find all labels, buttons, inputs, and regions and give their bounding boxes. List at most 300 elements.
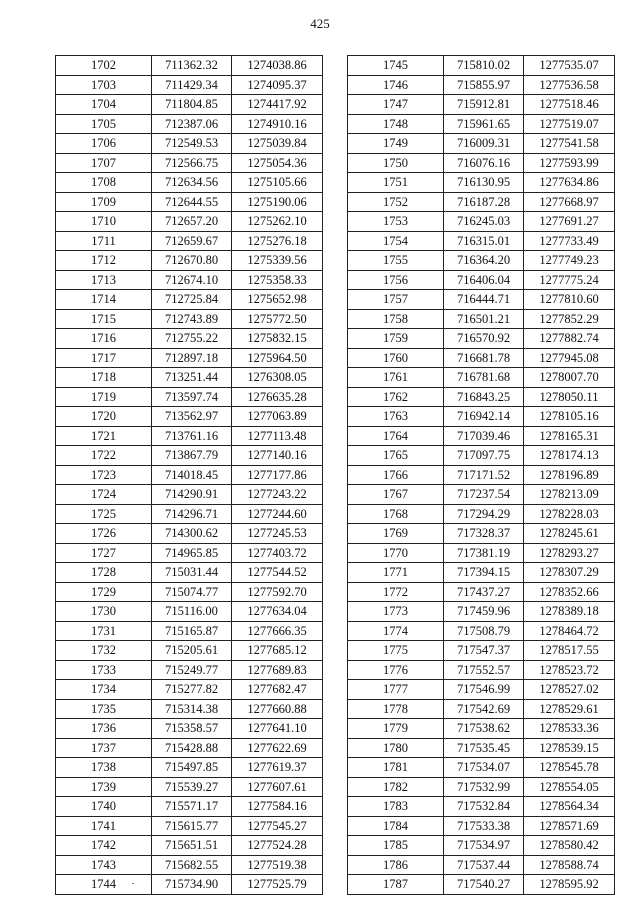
x-coordinate-cell: 714300.62 [152,524,232,544]
y-coordinate-cell: 1277544.52 [232,563,323,583]
x-coordinate-cell: 713597.74 [152,387,232,407]
point-number-cell: 1727 [56,543,152,563]
table-row [56,836,323,856]
table-row [348,719,615,739]
point-number-cell: 1720 [56,407,152,427]
table-row [348,329,615,349]
point-number-cell: 1754 [348,231,444,251]
point-number-cell: 1740 [56,797,152,817]
x-coordinate-cell: 717328.37 [444,524,524,544]
table-row [348,173,615,193]
point-number-cell: 1714 [56,290,152,310]
table-row [348,504,615,524]
table-row [56,75,323,95]
table-row [348,855,615,875]
x-coordinate-cell: 711804.85 [152,95,232,115]
y-coordinate-cell: 1275832.15 [232,329,323,349]
point-number-cell: 1782 [348,777,444,797]
coordinates-table-right [347,55,615,895]
x-coordinate-cell: 717534.97 [444,836,524,856]
x-coordinate-cell: 716501.21 [444,309,524,329]
table-row [56,134,323,154]
x-coordinate-cell: 715734.90 [152,875,232,895]
x-coordinate-cell: 715539.27 [152,777,232,797]
x-coordinate-cell: 716942.14 [444,407,524,427]
y-coordinate-cell: 1277244.60 [232,504,323,524]
x-coordinate-cell: 714018.45 [152,465,232,485]
y-coordinate-cell: 1275262.10 [232,212,323,232]
point-number-cell: 1750 [348,153,444,173]
point-number-cell: 1749 [348,134,444,154]
point-number-cell: 1715 [56,309,152,329]
point-number-cell: 1712 [56,251,152,271]
y-coordinate-cell: 1278245.61 [524,524,615,544]
point-number-cell: 1775 [348,641,444,661]
x-coordinate-cell: 712897.18 [152,348,232,368]
y-coordinate-cell: 1276635.28 [232,387,323,407]
y-coordinate-cell: 1277525.79 [232,875,323,895]
point-number-cell: 1747 [348,95,444,115]
table-row [348,524,615,544]
point-number-cell: 1743 [56,855,152,875]
point-number-cell: 1746 [348,75,444,95]
x-coordinate-cell: 713251.44 [152,368,232,388]
x-coordinate-cell: 715615.77 [152,816,232,836]
y-coordinate-cell: 1277668.97 [524,192,615,212]
table-row [56,738,323,758]
table-row [56,114,323,134]
x-coordinate-cell: 715810.02 [444,56,524,76]
x-coordinate-cell: 716681.78 [444,348,524,368]
x-coordinate-cell: 713867.79 [152,446,232,466]
point-number-cell: 1763 [348,407,444,427]
y-coordinate-cell: 1277641.10 [232,719,323,739]
table-row [348,699,615,719]
x-coordinate-cell: 715961.65 [444,114,524,134]
point-number-cell: 1780 [348,738,444,758]
y-coordinate-cell: 1278571.69 [524,816,615,836]
x-coordinate-cell: 712644.55 [152,192,232,212]
point-number-cell: 1762 [348,387,444,407]
y-coordinate-cell: 1277666.35 [232,621,323,641]
y-coordinate-cell: 1274095.37 [232,75,323,95]
point-number-cell: 1731 [56,621,152,641]
x-coordinate-cell: 716187.28 [444,192,524,212]
x-coordinate-cell: 715682.55 [152,855,232,875]
x-coordinate-cell: 715116.00 [152,602,232,622]
table-row [348,875,615,895]
table-row [56,309,323,329]
y-coordinate-cell: 1278588.74 [524,855,615,875]
y-coordinate-cell: 1275652.98 [232,290,323,310]
y-coordinate-cell: 1277775.24 [524,270,615,290]
coordinates-table-left [55,55,323,895]
x-coordinate-cell: 712674.10 [152,270,232,290]
x-coordinate-cell: 717546.99 [444,680,524,700]
table-row [56,504,323,524]
y-coordinate-cell: 1277243.22 [232,485,323,505]
y-coordinate-cell: 1278165.31 [524,426,615,446]
table-row [56,816,323,836]
point-number-cell: 1710 [56,212,152,232]
table-row [348,153,615,173]
x-coordinate-cell: 716781.68 [444,368,524,388]
x-coordinate-cell: 716076.16 [444,153,524,173]
table-row [348,777,615,797]
y-coordinate-cell: 1277945.08 [524,348,615,368]
y-coordinate-cell: 1275276.18 [232,231,323,251]
y-coordinate-cell: 1278213.09 [524,485,615,505]
point-number-cell: 1724 [56,485,152,505]
table-row [56,641,323,661]
y-coordinate-cell: 1278527.02 [524,680,615,700]
table-row [56,329,323,349]
y-coordinate-cell: 1278228.03 [524,504,615,524]
point-number-cell: 1730 [56,602,152,622]
table-row [56,387,323,407]
x-coordinate-cell: 717533.38 [444,816,524,836]
x-coordinate-cell: 717542.69 [444,699,524,719]
x-coordinate-cell: 715855.97 [444,75,524,95]
table-row [348,212,615,232]
y-coordinate-cell: 1278529.61 [524,699,615,719]
x-coordinate-cell: 712549.53 [152,134,232,154]
y-coordinate-cell: 1278007.70 [524,368,615,388]
point-number-cell: 1751 [348,173,444,193]
table-row [348,134,615,154]
y-coordinate-cell: 1274038.86 [232,56,323,76]
point-number-cell: 1783 [348,797,444,817]
y-coordinate-cell: 1275772.50 [232,309,323,329]
table-row [348,543,615,563]
table-row [56,660,323,680]
y-coordinate-cell: 1275105.66 [232,173,323,193]
point-number-cell: 1729 [56,582,152,602]
page-number: 425 [310,16,330,31]
point-number-cell: 1718 [56,368,152,388]
x-coordinate-cell: 717540.27 [444,875,524,895]
y-coordinate-cell: 1277682.47 [232,680,323,700]
point-number-cell: 1776 [348,660,444,680]
point-number-cell: 1772 [348,582,444,602]
point-number-cell: 1769 [348,524,444,544]
table-row [348,348,615,368]
table-row [56,95,323,115]
y-coordinate-cell: 1277403.72 [232,543,323,563]
table-row [348,368,615,388]
y-coordinate-cell: 1275339.56 [232,251,323,271]
x-coordinate-cell: 711362.32 [152,56,232,76]
x-coordinate-cell: 715428.88 [152,738,232,758]
y-coordinate-cell: 1275358.33 [232,270,323,290]
table-row [56,797,323,817]
point-number-cell: 1733 [56,660,152,680]
point-number-cell: 1779 [348,719,444,739]
x-coordinate-cell: 716245.03 [444,212,524,232]
table-row [56,543,323,563]
y-coordinate-cell: 1277518.46 [524,95,615,115]
table-row [56,368,323,388]
table-row [56,485,323,505]
y-coordinate-cell: 1274417.92 [232,95,323,115]
table-row [348,56,615,76]
x-coordinate-cell: 717171.52 [444,465,524,485]
x-coordinate-cell: 717437.27 [444,582,524,602]
y-coordinate-cell: 1277634.04 [232,602,323,622]
x-coordinate-cell: 717534.07 [444,758,524,778]
table-row [348,95,615,115]
point-number-cell: 1768 [348,504,444,524]
y-coordinate-cell: 1277593.99 [524,153,615,173]
table-row [348,290,615,310]
y-coordinate-cell: 1277882.74 [524,329,615,349]
x-coordinate-cell: 717381.19 [444,543,524,563]
table-row [56,621,323,641]
y-coordinate-cell: 1275054.36 [232,153,323,173]
x-coordinate-cell: 712657.20 [152,212,232,232]
y-coordinate-cell: 1277689.83 [232,660,323,680]
point-number-cell: 1728 [56,563,152,583]
point-number-cell: 1711 [56,231,152,251]
x-coordinate-cell: 715205.61 [152,641,232,661]
x-coordinate-cell: 716364.20 [444,251,524,271]
point-number-cell: 1744 [56,875,152,895]
table-row [348,231,615,251]
x-coordinate-cell: 716843.25 [444,387,524,407]
y-coordinate-cell: 1275964.50 [232,348,323,368]
point-number-cell: 1753 [348,212,444,232]
point-number-cell: 1704 [56,95,152,115]
x-coordinate-cell: 716444.71 [444,290,524,310]
x-coordinate-cell: 714965.85 [152,543,232,563]
table-row [56,563,323,583]
table-row [56,290,323,310]
table-row [348,270,615,290]
point-number-cell: 1752 [348,192,444,212]
point-number-cell: 1770 [348,543,444,563]
table-row [348,660,615,680]
table-row [56,212,323,232]
table-row [56,270,323,290]
y-coordinate-cell: 1274910.16 [232,114,323,134]
y-coordinate-cell: 1275190.06 [232,192,323,212]
point-number-cell: 1742 [56,836,152,856]
table-row [56,602,323,622]
y-coordinate-cell: 1277177.86 [232,465,323,485]
y-coordinate-cell: 1277536.58 [524,75,615,95]
x-coordinate-cell: 712743.89 [152,309,232,329]
table-row [56,348,323,368]
table-row [348,738,615,758]
x-coordinate-cell: 716009.31 [444,134,524,154]
y-coordinate-cell: 1275039.84 [232,134,323,154]
x-coordinate-cell: 717097.75 [444,446,524,466]
table-row [56,855,323,875]
point-number-cell: 1705 [56,114,152,134]
x-coordinate-cell: 715497.85 [152,758,232,778]
point-number-cell: 1778 [348,699,444,719]
y-coordinate-cell: 1277535.07 [524,56,615,76]
x-coordinate-cell: 712755.22 [152,329,232,349]
x-coordinate-cell: 715277.82 [152,680,232,700]
y-coordinate-cell: 1278307.29 [524,563,615,583]
point-number-cell: 1702 [56,56,152,76]
y-coordinate-cell: 1278196.89 [524,465,615,485]
table-row [56,426,323,446]
y-coordinate-cell: 1278595.92 [524,875,615,895]
point-number-cell: 1745 [348,56,444,76]
point-number-cell: 1737 [56,738,152,758]
y-coordinate-cell: 1278464.72 [524,621,615,641]
x-coordinate-cell: 717532.84 [444,797,524,817]
point-number-cell: 1765 [348,446,444,466]
table-row [56,777,323,797]
x-coordinate-cell: 717552.57 [444,660,524,680]
table-row [348,192,615,212]
table-row [56,758,323,778]
x-coordinate-cell: 717459.96 [444,602,524,622]
table-row [348,641,615,661]
x-coordinate-cell: 716315.01 [444,231,524,251]
table-row [56,465,323,485]
x-coordinate-cell: 717547.37 [444,641,524,661]
x-coordinate-cell: 712387.06 [152,114,232,134]
table-row [348,758,615,778]
y-coordinate-cell: 1277113.48 [232,426,323,446]
x-coordinate-cell: 717237.54 [444,485,524,505]
point-number-cell: 1748 [348,114,444,134]
point-number-cell: 1708 [56,173,152,193]
table-row [56,251,323,271]
y-coordinate-cell: 1277245.53 [232,524,323,544]
y-coordinate-cell: 1277622.69 [232,738,323,758]
x-coordinate-cell: 715912.81 [444,95,524,115]
x-coordinate-cell: 712725.84 [152,290,232,310]
table-row [56,582,323,602]
y-coordinate-cell: 1278564.34 [524,797,615,817]
table-row [56,699,323,719]
x-coordinate-cell: 712634.56 [152,173,232,193]
x-coordinate-cell: 717508.79 [444,621,524,641]
point-number-cell: 1726 [56,524,152,544]
x-coordinate-cell: 717538.62 [444,719,524,739]
table-row [348,816,615,836]
y-coordinate-cell: 1278580.42 [524,836,615,856]
point-number-cell: 1725 [56,504,152,524]
y-coordinate-cell: 1277140.16 [232,446,323,466]
y-coordinate-cell: 1278293.27 [524,543,615,563]
y-coordinate-cell: 1278539.15 [524,738,615,758]
table-row [56,153,323,173]
point-number-cell: 1706 [56,134,152,154]
point-number-cell: 1764 [348,426,444,446]
point-number-cell: 1736 [56,719,152,739]
y-coordinate-cell: 1277733.49 [524,231,615,251]
point-number-cell: 1713 [56,270,152,290]
x-coordinate-cell: 714290.91 [152,485,232,505]
table-row [56,680,323,700]
x-coordinate-cell: 717394.15 [444,563,524,583]
point-number-cell: 1760 [348,348,444,368]
table-row [56,524,323,544]
y-coordinate-cell: 1278352.66 [524,582,615,602]
point-number-cell: 1716 [56,329,152,349]
y-coordinate-cell: 1276308.05 [232,368,323,388]
table-row [56,56,323,76]
table-row [348,75,615,95]
point-number-cell: 1766 [348,465,444,485]
y-coordinate-cell: 1277541.58 [524,134,615,154]
table-row [56,173,323,193]
x-coordinate-cell: 717532.99 [444,777,524,797]
point-number-cell: 1703 [56,75,152,95]
table-row [348,426,615,446]
y-coordinate-cell: 1277660.88 [232,699,323,719]
y-coordinate-cell: 1277519.07 [524,114,615,134]
y-coordinate-cell: 1277852.29 [524,309,615,329]
table-row [348,114,615,134]
point-number-cell: 1761 [348,368,444,388]
y-coordinate-cell: 1278105.16 [524,407,615,427]
table-row [348,251,615,271]
table-row [348,621,615,641]
y-coordinate-cell: 1278545.78 [524,758,615,778]
table-row [348,309,615,329]
point-number-cell: 1759 [348,329,444,349]
point-number-cell: 1758 [348,309,444,329]
x-coordinate-cell: 713562.97 [152,407,232,427]
table-row [56,875,323,895]
point-number-cell: 1784 [348,816,444,836]
x-coordinate-cell: 713761.16 [152,426,232,446]
table-row [348,602,615,622]
x-coordinate-cell: 717537.44 [444,855,524,875]
y-coordinate-cell: 1277519.38 [232,855,323,875]
table-row [348,680,615,700]
y-coordinate-cell: 1278554.05 [524,777,615,797]
x-coordinate-cell: 714296.71 [152,504,232,524]
y-coordinate-cell: 1277063.89 [232,407,323,427]
point-number-cell: 1723 [56,465,152,485]
x-coordinate-cell: 715031.44 [152,563,232,583]
point-number-cell: 1781 [348,758,444,778]
table-row [348,465,615,485]
y-coordinate-cell: 1277749.23 [524,251,615,271]
table-row [56,446,323,466]
y-coordinate-cell: 1278174.13 [524,446,615,466]
y-coordinate-cell: 1278050.11 [524,387,615,407]
x-coordinate-cell: 716406.04 [444,270,524,290]
point-number-cell: 1735 [56,699,152,719]
x-coordinate-cell: 716130.95 [444,173,524,193]
x-coordinate-cell: 715651.51 [152,836,232,856]
table-row [348,387,615,407]
table-row [56,192,323,212]
y-coordinate-cell: 1277524.28 [232,836,323,856]
point-number-cell: 1707 [56,153,152,173]
y-coordinate-cell: 1277691.27 [524,212,615,232]
point-number-cell: 1777 [348,680,444,700]
x-coordinate-cell: 712670.80 [152,251,232,271]
x-coordinate-cell: 715571.17 [152,797,232,817]
point-number-cell: 1732 [56,641,152,661]
point-number-cell: 1771 [348,563,444,583]
y-coordinate-cell: 1277619.37 [232,758,323,778]
table-row [348,485,615,505]
point-number-cell: 1774 [348,621,444,641]
point-number-cell: 1738 [56,758,152,778]
x-coordinate-cell: 715314.38 [152,699,232,719]
